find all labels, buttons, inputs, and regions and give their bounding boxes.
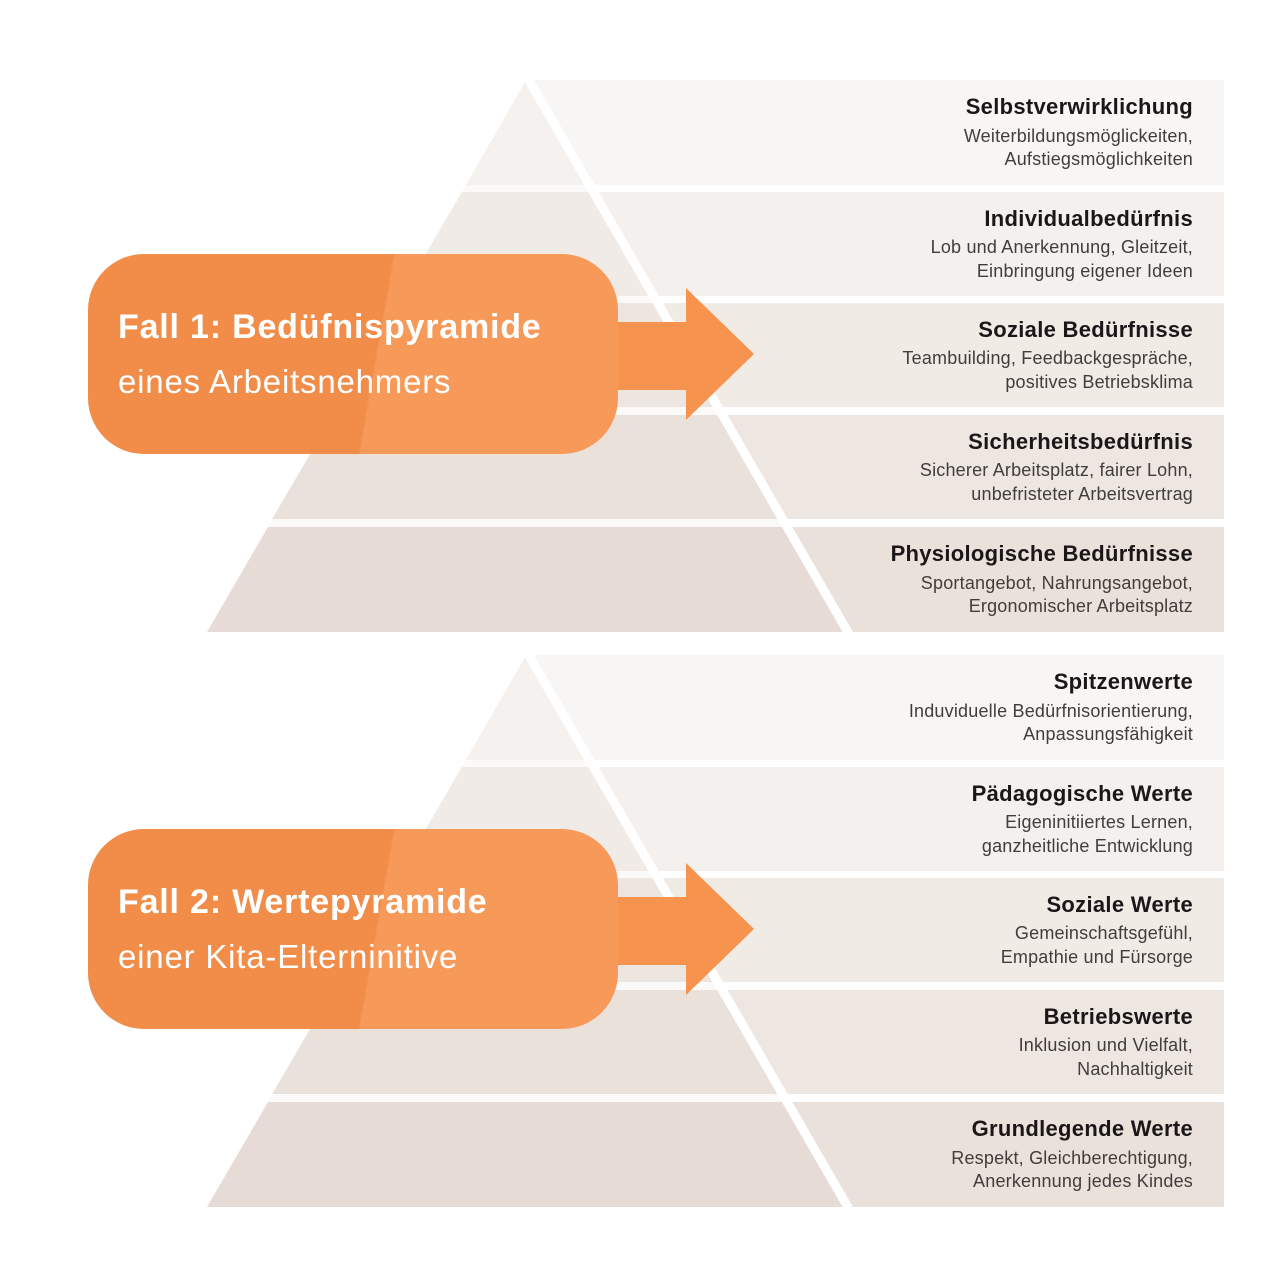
level-detail: Einbringung eigener Ideen [976, 260, 1193, 281]
level-title: Individualbedürfnis [984, 205, 1193, 231]
level-title: Sicherheitsbedürfnis [968, 428, 1193, 454]
level-title: Pädagogische Werte [971, 780, 1193, 806]
level-detail: Lob und Anerkennung, Gleitzeit, [930, 237, 1193, 258]
pyramid1-level-5 [891, 527, 1193, 632]
level-detail: Anpassungsfähigkeit [1023, 724, 1193, 745]
level-detail: Nachhaltigkeit [1077, 1058, 1193, 1079]
case-label-1 [88, 254, 618, 454]
level-title: Soziale Werte [1046, 891, 1193, 917]
level-title: Soziale Bedürfnisse [978, 316, 1193, 342]
level-detail: ganzheitliche Entwicklung [981, 835, 1193, 856]
level-detail: Induviduelle Bedürfnisorientierung, [908, 700, 1193, 721]
level-detail: unbefristeter Arbeitsvertrag [971, 483, 1193, 504]
case-label-subtitle: eines Arbeitsnehmers [118, 362, 452, 400]
level-detail: Empathie und Fürsorge [1000, 946, 1193, 967]
level-detail: Ergonomischer Arbeitsplatz [968, 596, 1193, 617]
level-title: Physiologische Bedürfnisse [890, 541, 1193, 567]
level-detail: Weiterbildungsmöglickeiten, [963, 125, 1193, 146]
case-label-subtitle: einer Kita-Elterninitive [118, 937, 459, 975]
pyramid1-level-2 [931, 192, 1193, 296]
pyramid2-level-2 [972, 767, 1193, 871]
level-detail: Teambuilding, Feedbackgespräche, [902, 348, 1193, 369]
pyramid2-level-4 [1019, 990, 1193, 1094]
level-detail: Anerkennung jedes Kindes [973, 1171, 1193, 1192]
pyramid1-level-1 [964, 80, 1193, 185]
level-detail: Aufstiegsmöglichkeiten [1004, 149, 1193, 170]
level-detail: Eigeninitiiertes Lernen, [1005, 812, 1193, 833]
level-title: Grundlegende Werte [971, 1116, 1193, 1142]
case-label-title: Fall 2: Wertepyramide [118, 882, 488, 921]
level-detail: Respekt, Gleichberechtigung, [951, 1147, 1193, 1168]
level-detail: positives Betriebsklima [1005, 371, 1193, 392]
case-label-title: Fall 1: Bedüfnispyramide [118, 307, 542, 346]
pyramid2-level-3 [1001, 878, 1193, 982]
level-detail: Sportangebot, Nahrungsangebot, [920, 572, 1193, 593]
pyramid2-level-1 [909, 655, 1193, 760]
case-label-2 [88, 829, 618, 1029]
pyramid1-level-3 [902, 303, 1193, 407]
level-title: Spitzenwerte [1053, 669, 1193, 695]
level-title: Betriebswerte [1043, 1003, 1193, 1029]
pyramid1-level-4 [920, 415, 1193, 519]
level-detail: Gemeinschaftsgefühl, [1014, 923, 1193, 944]
level-detail: Inklusion und Vielfalt, [1018, 1035, 1193, 1056]
pyramid2-level-5 [951, 1102, 1193, 1207]
level-detail: Sicherer Arbeitsplatz, fairer Lohn, [919, 460, 1193, 481]
level-title: Selbstverwirklichung [965, 94, 1193, 120]
